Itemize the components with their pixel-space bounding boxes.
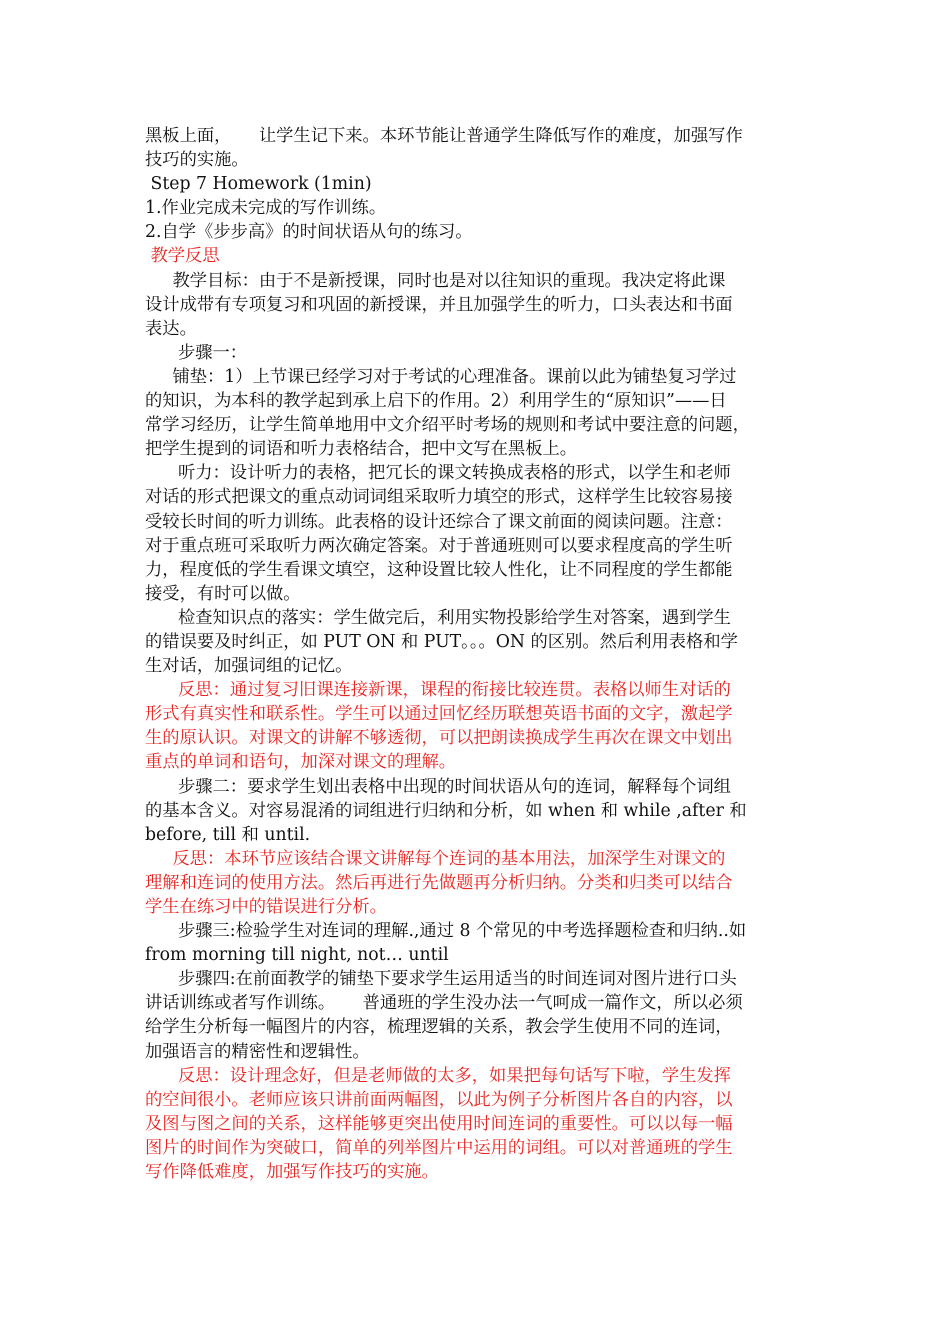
text-line: 理解和连词的使用方法。然后再进行先做题再分析归纳。分类和归类可以结合: [145, 872, 733, 893]
text-line: 听力：设计听力的表格，把冗长的课文转换成表格的形式，以学生和老师: [145, 463, 731, 484]
document-body: [145, 124, 805, 1184]
text-line: 教学反思: [145, 246, 220, 267]
text-line: 把学生提到的词语和听力表格结合，把中文写在黑板上。: [145, 439, 578, 460]
text-line: 及图与图之间的关系，这样能够更突出使用时间连词的重要性。可以以每一幅: [145, 1113, 733, 1134]
text-line: 重点的单词和语句，加深对课文的理解。: [145, 752, 457, 773]
text-line: 反思：本环节应该结合课文讲解每个连词的基本用法，加深学生对课文的: [145, 848, 726, 869]
text-line: from morning till night, not… until: [145, 945, 449, 966]
text-line: 反思：设计理念好，但是老师做的太多，如果把每句话写下啦，学生发挥: [145, 1065, 731, 1086]
text-line: 写作降低难度，加强写作技巧的实施。: [145, 1162, 439, 1183]
text-line: 步骤三:检验学生对连词的理解.,通过 8 个常见的中考选择题检查和归纳..如: [145, 921, 747, 942]
text-line: 对话的形式把课文的重点动词词组采取听力填空的形式，这样学生比较容易接: [145, 487, 733, 508]
text-line: 检查知识点的落实：学生做完后，利用实物投影给学生对答案，遇到学生: [145, 607, 731, 628]
text-line: 图片的时间作为突破口，简单的列举图片中运用的词组。可以对普通班的学生: [145, 1137, 733, 1158]
text-line: 技巧的实施。: [145, 150, 249, 171]
text-line: 接受，有时可以做。: [145, 583, 301, 604]
text-line: 的基本含义。对容易混淆的词组进行归纳和分析，如 when 和 while ,after 和: [145, 800, 747, 821]
text-line: 反思：通过复习旧课连接新课，课程的衔接比较连贯。表格以师生对话的: [145, 680, 731, 701]
text-line: 表达。: [145, 318, 197, 339]
text-line: 受较长时间的听力训练。此表格的设计还综合了课文前面的阅读问题。注意：: [145, 511, 733, 532]
text-line: 的知识，为本科的教学起到承上启下的作用。2）利用学生的“原知识”——日: [145, 391, 727, 412]
text-line: 对于重点班可采取听力两次确定答案。对于普通班则可以要求程度高的学生听: [145, 535, 733, 556]
text-line: 2.自学《步步高》的时间状语从句的练习。: [145, 222, 473, 243]
text-line: before, till 和 until.: [145, 824, 311, 845]
text-line: 教学目标：由于不是新授课，同时也是对以往知识的重现。我决定将此课: [145, 270, 726, 291]
text-line: 给学生分析每一幅图片的内容，梳理逻辑的关系，教会学生使用不同的连词，: [145, 1017, 733, 1038]
text-line: 铺垫：1）上节课已经学习对于考试的心理准备。课前以此为铺垫复习学过: [145, 366, 737, 387]
text-line: 的空间很小。老师应该只讲前面两幅图，以此为例子分析图片各自的内容，以: [145, 1089, 733, 1110]
text-line: 加强语言的精密性和逻辑性。: [145, 1041, 370, 1062]
text-line: 力，程度低的学生看课文填空，这种设置比较人性化，让不同程度的学生都能: [145, 559, 733, 580]
text-line: 常学习经历，让学生简单地用中文介绍平时考场的规则和考试中要注意的问题，: [145, 415, 750, 436]
text-line: 学生在练习中的错误进行分析。: [145, 897, 387, 917]
text-line: Step 7 Homework (1min): [145, 174, 372, 195]
text-line: 步骤四:在前面教学的铺垫下要求学生运用适当的时间连词对图片进行口头: [145, 969, 737, 990]
text-line: 步骤二：要求学生划出表格中出现的时间状语从句的连词，解释每个词组: [145, 776, 731, 797]
text-line: 形式有真实性和联系性。学生可以通过回忆经历联想英语书面的文字，激起学: [145, 704, 733, 725]
text-line: 生对话，加强词组的记忆。: [145, 656, 353, 677]
text-line: 1.作业完成未完成的写作训练。: [145, 198, 387, 219]
text-line: 步骤一：: [145, 342, 248, 363]
text-line: 讲话训练或者写作训练。 普通班的学生没办法一气呵成一篇作文，所以必须: [145, 993, 743, 1014]
text-line: 生的原认识。对课文的讲解不够透彻，可以把朗读换成学生再次在课文中划出: [145, 728, 733, 749]
text-line: 的错误要及时纠正，如 PUT ON 和 PUT。。。ON 的区别。然后利用表格和学: [145, 631, 738, 652]
text-line: 设计成带有专项复习和巩固的新授课，并且加强学生的听力，口头表达和书面: [145, 294, 733, 315]
text-line: 黑板上面， 让学生记下来。本环节能让普通学生降低写作的难度，加强写作: [145, 126, 743, 146]
